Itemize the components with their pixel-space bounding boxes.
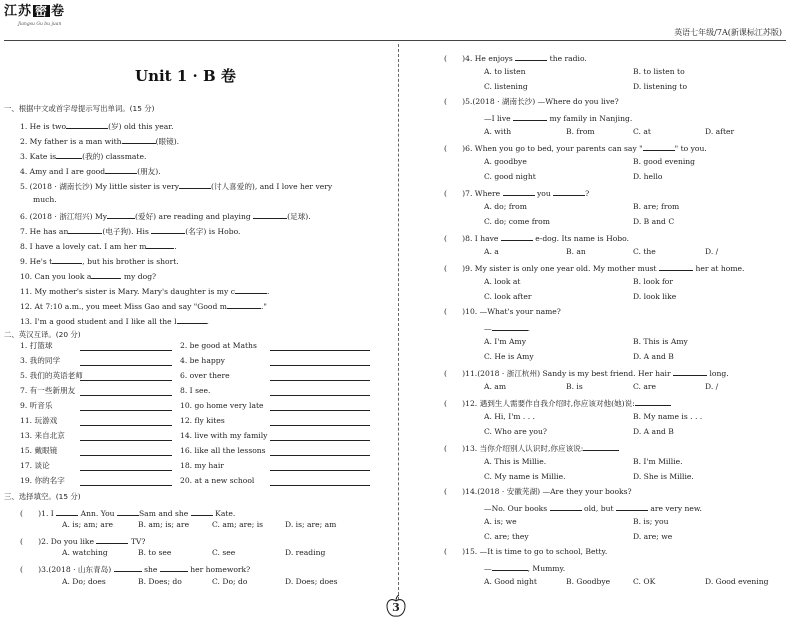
translation-item-right: 18. my hair <box>180 461 224 470</box>
q4-option-d[interactable]: D. listening to <box>633 82 688 91</box>
answer-line[interactable] <box>80 350 172 351</box>
q13-option-d[interactable]: D. She is Millie. <box>633 472 694 481</box>
translation-item-left: 1. 打篮球 <box>20 341 53 350</box>
question-3: ( )3.(2018 · 山东青岛) she her homework? <box>20 565 251 574</box>
q8-option-a[interactable]: A. a <box>484 247 499 256</box>
answer-blank[interactable] <box>56 508 78 516</box>
q7-option-b[interactable]: B. are; from <box>633 202 680 211</box>
answer-line[interactable] <box>270 440 370 441</box>
q6-option-a[interactable]: A. goodbye <box>484 157 527 166</box>
answer-blank[interactable] <box>503 188 535 196</box>
question-9: ( )9. My sister is only one year old. My mother must her at home. <box>444 264 745 273</box>
q10-option-c[interactable]: C. He is Amy <box>484 352 534 361</box>
q8-option-d[interactable]: D. / <box>705 247 719 256</box>
s1-item-11: 11. My mother's sister is Mary. Mary's daughter is my c . <box>20 287 270 296</box>
answer-line[interactable] <box>270 470 370 471</box>
answer-blank[interactable] <box>146 241 174 249</box>
q10-option-a[interactable]: A. I'm Amy <box>484 337 526 346</box>
translation-item-right: 20. at a new school <box>180 476 255 485</box>
question-13: ( )13. 当你介绍别人认识时,你应该说: <box>444 443 619 453</box>
answer-line[interactable] <box>270 350 370 351</box>
q3-option-c[interactable]: C. Do; do <box>212 577 248 586</box>
translation-item-left: 11. 玩游戏 <box>20 416 58 425</box>
translation-item-right: 8. I see. <box>180 386 211 395</box>
q12-option-b[interactable]: B. My name is . . . <box>633 412 703 421</box>
answer-line[interactable] <box>80 365 172 366</box>
q2-option-c[interactable]: C. see <box>212 548 236 557</box>
answer-line[interactable] <box>270 425 370 426</box>
q1-option-a[interactable]: A. is; am; are <box>62 520 113 529</box>
q6-option-c[interactable]: C. good night <box>484 172 536 181</box>
answer-blank[interactable] <box>227 301 261 309</box>
q2-option-b[interactable]: B. to see <box>138 548 172 557</box>
answer-blank[interactable] <box>122 136 156 144</box>
s1-item-4: 4. Amy and I are good (朋友). <box>20 167 161 176</box>
answer-blank[interactable] <box>235 286 267 294</box>
book-title: 英语七年级/7A(新课标江苏版) <box>674 28 782 37</box>
q15-option-a[interactable]: A. Good night <box>484 577 537 586</box>
q15-option-d[interactable]: D. Good evening <box>705 577 769 586</box>
answer-blank[interactable] <box>673 368 707 376</box>
q8-option-b[interactable]: B. an <box>566 247 586 256</box>
s1-item-10: 10. Can you look a my dog? <box>20 272 157 281</box>
q1-option-d[interactable]: D. is; are; am <box>285 520 337 529</box>
q1-option-c[interactable]: C. am; are; is <box>212 520 264 529</box>
answer-line[interactable] <box>80 455 172 456</box>
q14-option-a[interactable]: A. is; we <box>484 517 517 526</box>
q15-option-b[interactable]: B. Goodbye <box>566 577 611 586</box>
answer-blank[interactable] <box>583 443 619 451</box>
answer-line[interactable] <box>270 410 370 411</box>
s1-item-3: 3. Kate is (我的) classmate. <box>20 152 147 161</box>
s1-item-12: 12. At 7:10 a.m., you meet Miss Gao and say "Good m ." <box>20 302 267 311</box>
translation-item-left: 5. 我们的英语老师 <box>20 371 83 380</box>
answer-blank[interactable] <box>616 503 648 511</box>
q4-option-c[interactable]: C. listening <box>484 82 528 91</box>
question-2: ( )2. Do you like TV? <box>20 537 146 546</box>
answer-line[interactable] <box>80 470 172 471</box>
question-12: ( )12. 遇到生人需要作自我介绍时,你应该对他(她)说: <box>444 398 671 408</box>
q1-option-b[interactable]: B. am; is; are <box>138 520 190 529</box>
q14-option-c[interactable]: C. are; they <box>484 532 529 541</box>
answer-line[interactable] <box>270 395 370 396</box>
answer-line[interactable] <box>80 485 172 486</box>
translation-item-left: 9. 听音乐 <box>20 401 53 410</box>
translation-item-left: 7. 有一些新朋友 <box>20 386 76 395</box>
q4-option-b[interactable]: B. to listen to <box>633 67 685 76</box>
answer-blank[interactable] <box>501 233 533 241</box>
answer-blank[interactable] <box>659 263 693 271</box>
answer-blank[interactable] <box>107 211 135 219</box>
answer-blank[interactable] <box>553 188 585 196</box>
question-10: ( )10. —What's your name? <box>444 307 561 316</box>
answer-blank[interactable] <box>52 256 82 264</box>
answer-line[interactable] <box>80 425 172 426</box>
section-1-heading: 一、根据中文或首字母提示写出单词。(15 分) <box>4 104 155 113</box>
answer-line[interactable] <box>270 485 370 486</box>
question-15-line2: — , Mummy. <box>484 564 566 573</box>
q10-option-d[interactable]: D. A and B <box>633 352 674 361</box>
translation-item-right: 6. over there <box>180 371 230 380</box>
question-7: ( )7. Where you ? <box>444 189 590 198</box>
q3-option-b[interactable]: B. Does; do <box>138 577 182 586</box>
q7-option-d[interactable]: D. B and C <box>633 217 675 226</box>
answer-blank[interactable] <box>117 508 139 516</box>
logo-text-right: 卷 <box>51 4 66 19</box>
q9-option-b[interactable]: B. look for <box>633 277 674 286</box>
s1-item-6: 6. (2018 · 浙江绍兴) My (爱好) are reading and playing (足球). <box>20 212 311 221</box>
q11-option-b[interactable]: B. is <box>566 382 583 391</box>
question-15: ( )15. —It is time to go to school, Betty. <box>444 547 608 556</box>
q7-option-c[interactable]: C. do; come from <box>484 217 550 226</box>
question-14: ( )14.(2018 · 安徽芜湖) —Are they your books? <box>444 487 632 496</box>
answer-blank[interactable] <box>550 503 582 511</box>
s1-item-13: 13. I'm a good student and I like all the l . <box>20 317 209 326</box>
answer-blank[interactable] <box>151 226 185 234</box>
q11-option-d[interactable]: D. / <box>705 382 719 391</box>
translation-item-right: 16. like all the lessons <box>180 446 266 455</box>
question-1: ( )1. I Ann. You Sam and she Kate. <box>20 509 236 518</box>
answer-blank[interactable] <box>635 398 671 406</box>
q10-option-b[interactable]: B. This is Amy <box>633 337 688 346</box>
q2-option-d[interactable]: D. reading <box>285 548 326 557</box>
answer-blank[interactable] <box>105 166 137 174</box>
q6-option-d[interactable]: D. hello <box>633 172 663 181</box>
translation-item-right: 2. be good at Maths <box>180 341 257 350</box>
answer-line[interactable] <box>80 440 172 441</box>
q8-option-c[interactable]: C. the <box>633 247 656 256</box>
q15-option-c[interactable]: C. OK <box>633 577 656 586</box>
answer-blank[interactable] <box>68 226 102 234</box>
question-11: ( )11.(2018 · 浙江杭州) Sandy is my best friend. Her hair long. <box>444 369 729 378</box>
s1-item-8: 8. I have a lovely cat. I am her m . <box>20 242 177 251</box>
question-5: ( )5.(2018 · 湖南长沙) —Where do you live? <box>444 97 619 106</box>
answer-blank[interactable] <box>643 143 675 151</box>
answer-line[interactable] <box>270 380 370 381</box>
answer-blank[interactable] <box>515 53 547 61</box>
answer-line[interactable] <box>270 365 370 366</box>
question-10-line2: — . <box>484 324 531 333</box>
answer-blank[interactable] <box>191 508 213 516</box>
answer-blank[interactable] <box>66 121 108 129</box>
column-divider <box>398 44 399 600</box>
answer-line[interactable] <box>80 395 172 396</box>
q2-option-a[interactable]: A. watching <box>62 548 108 557</box>
page-number-badge <box>384 595 408 617</box>
answer-blank[interactable] <box>177 316 207 324</box>
translation-item-right: 14. live with my family <box>180 431 268 440</box>
question-4: ( )4. He enjoys the radio. <box>444 54 587 63</box>
q9-option-a[interactable]: A. look at <box>484 277 521 286</box>
translation-item-left: 13. 来自北京 <box>20 431 65 440</box>
question-14-line2: —No. Our books old, but are very new. <box>484 504 702 513</box>
translation-item-left: 3. 我的同学 <box>20 356 61 365</box>
q3-option-a[interactable]: A. Do; does <box>62 577 106 586</box>
q13-option-b[interactable]: B. I'm Millie. <box>633 457 683 466</box>
q11-option-a[interactable]: A. am <box>484 382 507 391</box>
translation-item-left: 17. 谈论 <box>20 461 50 470</box>
q7-option-a[interactable]: A. do; from <box>484 202 527 211</box>
page-number: 3 <box>392 601 400 614</box>
q14-option-b[interactable]: B. is; you <box>633 517 669 526</box>
q11-option-c[interactable]: C. are <box>633 382 657 391</box>
logo-subtitle: Jiangsu Gu bu juan <box>18 22 62 27</box>
answer-blank[interactable] <box>253 211 287 219</box>
section-3-heading: 三、选择填空。(15 分) <box>4 492 81 501</box>
q9-option-d[interactable]: D. look like <box>633 292 677 301</box>
q13-option-a[interactable]: A. This is Millie. <box>484 457 547 466</box>
s1-item-5: 5. (2018 · 湖南长沙) My little sister is very (讨人喜爱的), and I love her very <box>20 182 333 191</box>
s1-item-7: 7. He has an (电子狗). His (名字) is Hobo. <box>20 227 241 236</box>
logo-text-left: 江苏 <box>4 4 33 19</box>
answer-blank[interactable] <box>513 113 547 121</box>
translation-item-left: 15. 戴眼镜 <box>20 446 58 455</box>
answer-blank[interactable] <box>91 271 121 279</box>
brand-logo <box>4 5 65 18</box>
q3-option-d[interactable]: D. Does; does <box>285 577 338 586</box>
answer-blank[interactable] <box>114 564 142 572</box>
q5-option-d[interactable]: D. after <box>705 127 735 136</box>
s1-item-5-cont: much. <box>33 195 57 204</box>
s1-item-1: 1. He is two (岁) old this year. <box>20 122 174 131</box>
q5-option-a[interactable]: A. with <box>484 127 512 136</box>
translation-item-left: 19. 你的名字 <box>20 476 65 485</box>
logo-text-mid: 密 <box>35 4 49 18</box>
question-8: ( )8. I have e-dog. Its name is Hobo. <box>444 234 629 243</box>
answer-blank[interactable] <box>492 323 528 331</box>
q5-option-b[interactable]: B. from <box>566 127 595 136</box>
answer-blank[interactable] <box>96 536 128 544</box>
translation-item-right: 10. go home very late <box>180 401 264 410</box>
answer-line[interactable] <box>270 455 370 456</box>
q12-option-a[interactable]: A. Hi, I'm . . . <box>484 412 535 421</box>
answer-line[interactable] <box>80 380 172 381</box>
unit-title: Unit 1 · B 卷 <box>135 67 236 85</box>
question-6: ( )6. When you go to bed, your parents can say " " to you. <box>444 144 707 153</box>
q13-option-c[interactable]: C. My name is Millie. <box>484 472 566 481</box>
s1-item-2: 2. My father is a man with (眼镜). <box>20 137 180 146</box>
header-rule <box>4 40 786 41</box>
answer-blank[interactable] <box>160 564 188 572</box>
answer-blank[interactable] <box>56 151 82 159</box>
answer-blank[interactable] <box>492 563 528 571</box>
page-header <box>0 0 790 40</box>
q9-option-c[interactable]: C. look after <box>484 292 532 301</box>
answer-blank[interactable] <box>179 181 211 189</box>
s1-item-9: 9. He's t , but his brother is short. <box>20 257 179 266</box>
q12-option-d[interactable]: D. A and B <box>633 427 674 436</box>
translation-item-right: 12. fly kites <box>180 416 225 425</box>
q6-option-b[interactable]: B. good evening <box>633 157 696 166</box>
answer-line[interactable] <box>80 410 172 411</box>
q14-option-d[interactable]: D. are; we <box>633 532 673 541</box>
q5-option-c[interactable]: C. at <box>633 127 651 136</box>
translation-item-right: 4. be happy <box>180 356 225 365</box>
question-5-line2: —I live my family in Nanjing. <box>484 114 633 123</box>
section-2-heading: 二、英汉互译。(20 分) <box>4 330 81 339</box>
q12-option-c[interactable]: C. Who are you? <box>484 427 547 436</box>
q4-option-a[interactable]: A. to listen <box>484 67 526 76</box>
